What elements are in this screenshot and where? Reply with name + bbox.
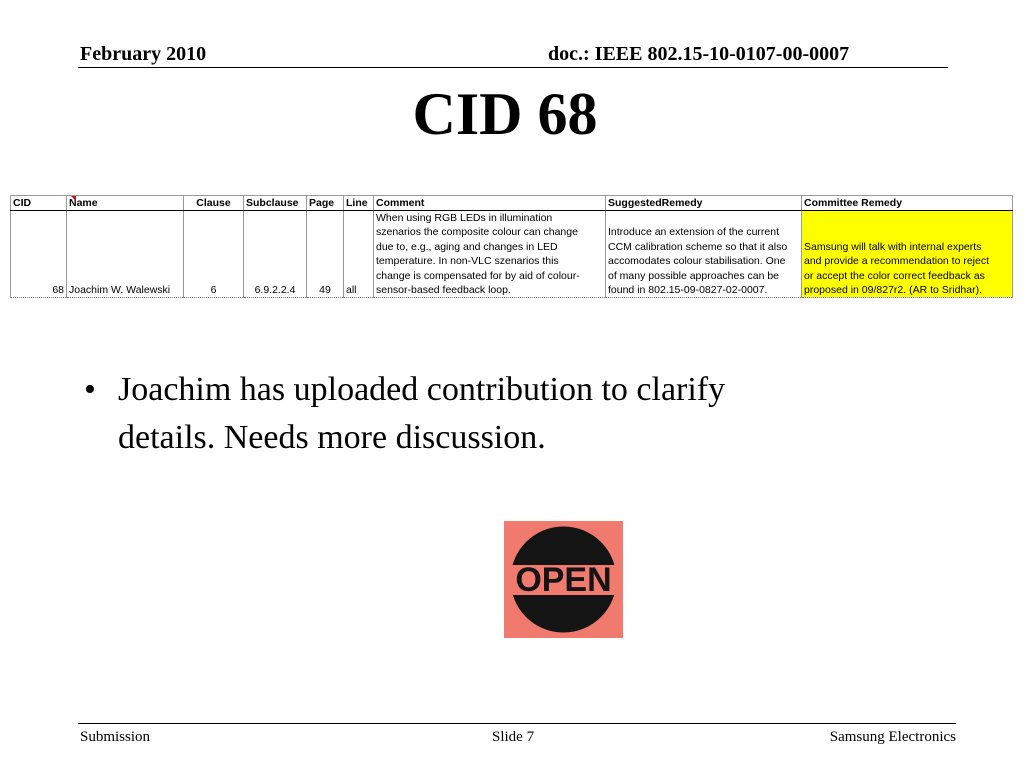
comment-line: When using RGB LEDs in illumination (376, 212, 553, 224)
committee-remedy-line: proposed in 09/827r2. (AR to Sridhar). (804, 284, 983, 297)
suggested-remedy-line: of many possible approaches can be (608, 269, 780, 282)
open-sign-icon (504, 521, 623, 638)
bullet-list (84, 366, 904, 462)
footer-organization: Samsung Electronics (829, 729, 956, 745)
table-row (11, 211, 1013, 298)
table-header-row (11, 196, 1013, 211)
comment-line: sensor-based feedback loop. (376, 284, 511, 297)
cell-page: 49 (307, 211, 344, 298)
col-header-page: Page (307, 196, 344, 211)
suggested-remedy-line: found in 802.15-09-0827-02-0007. (608, 284, 768, 297)
sign-label: OPEN (515, 561, 612, 599)
header-divider (78, 67, 948, 68)
comment-line: szenarios the composite colour can change (376, 226, 578, 239)
cell-comment (374, 211, 606, 298)
footer-submission: Submission (80, 729, 151, 745)
bullet-text-line: Joachim has uploaded contribution to clarify (118, 371, 726, 408)
col-header-subclause: Subclause (244, 196, 307, 211)
suggested-remedy-line: Introduce an extension of the current (608, 226, 780, 239)
footer-divider (78, 723, 956, 724)
bullet-text-line: details. Needs more discussion. (118, 419, 546, 456)
comment-line: due to, e.g., aging and changes in LED (376, 240, 558, 253)
comment-table-excerpt (10, 195, 1012, 298)
open-status-sign (504, 521, 623, 638)
slide-title: CID 68 (412, 81, 598, 147)
col-header-cid: CID (11, 196, 67, 211)
bullet-item (84, 366, 904, 462)
col-header-comment: Comment (374, 196, 606, 211)
suggested-remedy-line: CCM calibration scheme so that it also (608, 240, 788, 253)
footer-slide-number: Slide 7 (492, 729, 535, 745)
cell-name: Joachim W. Walewski (67, 211, 184, 298)
header-date: February 2010 (80, 43, 207, 65)
cell-clause: 6 (184, 211, 244, 298)
committee-remedy-line: and provide a recommendation to reject (804, 255, 990, 268)
col-header-line: Line (344, 196, 374, 211)
comment-line: change is compensated for by aid of colour- (376, 269, 580, 282)
comment-indicator-icon (71, 196, 76, 201)
col-header-suggested-remedy: SuggestedRemedy (606, 196, 802, 211)
cell-cid: 68 (11, 211, 67, 298)
cell-suggested-remedy (606, 211, 802, 298)
comment-table (10, 195, 1013, 298)
bullet-dot-icon: • (84, 371, 96, 408)
cell-committee-remedy (802, 211, 1013, 298)
col-header-committee-remedy: Committee Remedy (802, 196, 1013, 211)
comment-line: temperature. In non-VLC szenarios this (376, 255, 559, 268)
cell-subclause: 6.9.2.2.4 (244, 211, 307, 298)
committee-remedy-line: Samsung will talk with internal experts (804, 240, 982, 253)
header-doc-id: doc.: IEEE 802.15-10-0107-00-0007 (548, 43, 850, 65)
col-header-name: Name (67, 196, 184, 211)
suggested-remedy-line: accomodates colour stabilisation. One (608, 255, 786, 268)
cell-line: all (344, 211, 374, 298)
committee-remedy-line: or accept the color correct feedback as (804, 269, 985, 282)
col-header-clause: Clause (184, 196, 244, 211)
